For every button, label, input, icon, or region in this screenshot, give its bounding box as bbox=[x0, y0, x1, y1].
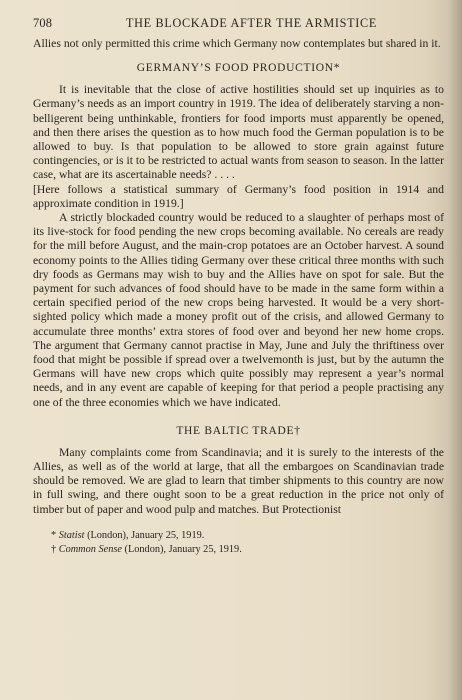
footnote-mark: † bbox=[51, 544, 57, 556]
footnote-detail: (London), January 25, 1919. bbox=[87, 529, 205, 541]
statistical-summary-note: [Here follows a statistical summary of Germany’s food position in 1914 and approximate condition in 1919.] bbox=[33, 182, 444, 210]
opening-paragraph: Allies not only permitted this crime which Germany now contemplates but shared in it. bbox=[33, 37, 441, 50]
running-title: THE BLOCKADE AFTER THE ARMISTICE bbox=[125, 16, 378, 30]
footnote-detail: (London), January 25, 1919. bbox=[124, 544, 242, 556]
food-paragraph-2: A strictly blockaded country would be reduced to a slaughter of perhaps most of its live-stock for food pending the new crops becoming available. No cereals are ready for the mill before August, and the main-crop potatoes are an October harvest. A sound economy points to the Allies tiding Germany over these critical three months with such dry foods as Germans may wish to buy and the Allies have on spot for sale. But the payment for such advances of food should have to be made in the same form within a certain specified period of the new crops being harvested. It would be a very short-sighted policy which made a money profit out of the crisis, and allowed Germany to accumulate three months’ extra stores of food over and beyond her new home crops. The argument that Germany cannot practise in May, June and July the thriftiness over food that might be possible if spread over a twelvemonth is just, but by the autumn the Germans will have new crops which quite possibly may represent a year’s normal needs, and in any event are capable of keeping for that period a people practising any one of the three economies which we have indicated. bbox=[33, 211, 444, 409]
footnote-source: Common Sense bbox=[58, 544, 122, 556]
baltic-paragraph: Many complaints come from Scandinavia; and it is surely to the interests of the Allies, as well as of the world at large, that all the embargoes on Scandinavian trade should be removed. We are glad to learn that timber shipments to this country are now in full swing, and there ought soon to be a great reduction in the price not only of timber but of paper and wood pulp and matches. But Protectionist bbox=[33, 445, 444, 516]
footnote-common-sense bbox=[33, 543, 444, 558]
food-paragraph-1: It is inevitable that the close of active hostilities should set up inquiries as to Germany’s needs as an import country in 1919. The idea of deliberately starving a non-belligerent being unthinkable, frontiers for food imports must apparently be opened, and then there arises the question as to how much food the German population is to be allowed to buy. Is that population to be allowed to store grain against future contingencies, or is it to be restricted to actual wants from season to season. In the latter case, what are its ascertainable needs? . . . . bbox=[33, 83, 444, 182]
footnote-source: Statist bbox=[58, 529, 85, 541]
section-heading-food-production: GERMANY’S FOOD PRODUCTION* bbox=[136, 62, 341, 75]
running-header bbox=[33, 16, 444, 31]
footnotes bbox=[33, 529, 444, 558]
food-production-section bbox=[33, 62, 444, 410]
page-edge-shadow bbox=[448, 0, 462, 700]
baltic-trade-section bbox=[33, 425, 444, 517]
page-number: 708 bbox=[33, 16, 53, 30]
section-heading-baltic-trade: THE BALTIC TRADE† bbox=[176, 424, 301, 437]
footnote-statist bbox=[33, 529, 444, 544]
footnote-mark: * bbox=[51, 529, 57, 541]
